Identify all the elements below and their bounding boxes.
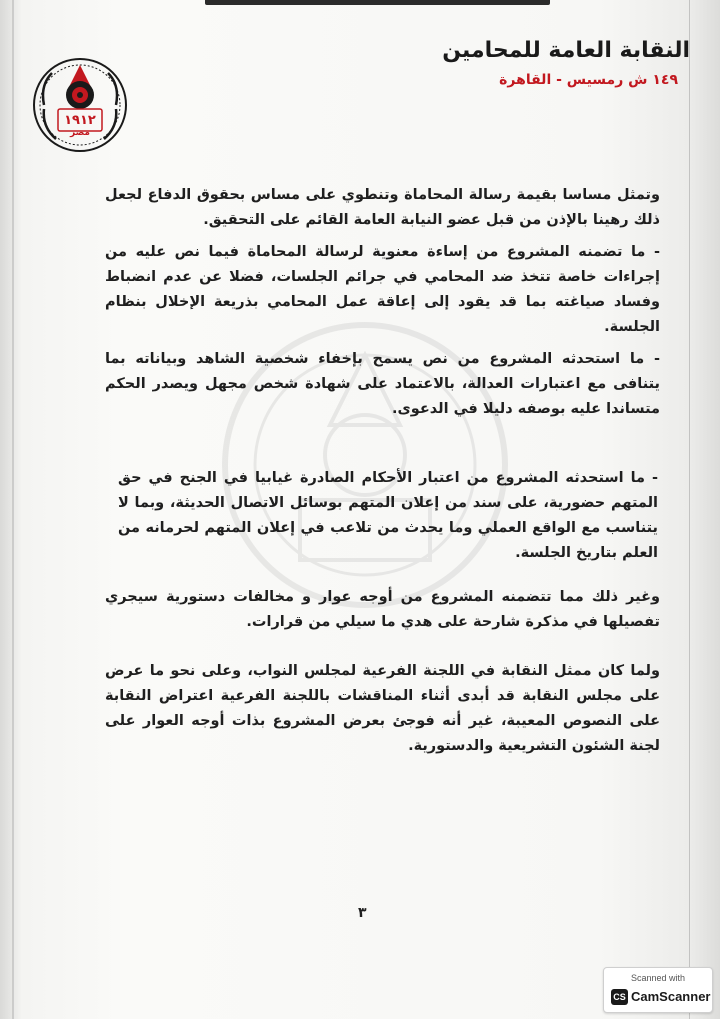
scanner-caption: Scanned with: [630, 973, 686, 983]
org-address: ١٤٩ ش رمسيس - القاهرة: [499, 72, 678, 88]
paragraph-defense-rights: وتمثل مساسا بقيمة رسالة المحاماة وتنطوي على مساس بحقوق الدفاع لجعل ذلك رهينا بالإذن من قبل عضو النيابة العامة القائم على التحقيق.: [105, 187, 660, 228]
page-number: ٣: [358, 905, 367, 921]
logo-year: ١٩١٢: [64, 113, 96, 128]
org-name: النقابة العامة للمحامين: [442, 38, 690, 63]
syndicate-logo: [30, 55, 130, 155]
camscanner-badge: [603, 967, 713, 1013]
syndicate-seal-icon: [30, 55, 130, 155]
logo-country: مصر: [69, 128, 91, 138]
paragraph-absentia-judgments: - ما استحدثه المشروع من اعتبار الأحكام الصادرة غيابيا في الجنح في حق المتهم حضورية، على سند من إعلان المتهم بوسائل الاتصال الحديثة، وبما لا يتناسب مع الواقع العملي وما يحدث من تلاعب في إعلان المتهم لحرمانه من العلم بتاريخ الجلسة.: [118, 470, 658, 561]
paragraph-parliament-committee: ولما كان ممثل النقابة في اللجنة الفرعية لمجلس النواب، وعلى نحو ما عرض على مجلس النقابة قد أبدى أثناء المناقشات باللجنة الفرعية اعتراض النقابة على النصوص المعيبة، غير أنه فوجئ بعرض المشروع بذات أوجه العوار على لجنة الشئون التشريعية والدستورية.: [105, 663, 660, 754]
paragraph-session-crimes: - ما تضمنه المشروع من إساءة معنوية لرسالة المحاماة فيما نص عليه من إجراءات خاصة تتخذ ضد المحامي في جرائم الجلسات، فضلا عن عدم انضباط وفساد صياغته بما قد يقود إلى إعاقة عمل المحامي بذريعة الإخلال بنظام الجلسة.: [105, 244, 660, 335]
scanner-name: CamScanner: [631, 989, 711, 1004]
scan-edge-mark: [205, 0, 550, 5]
paragraph-constitutional-defects: وغير ذلك مما تتضمنه المشروع من أوجه عوار و مخالفات دستورية سيجري تفصيلها في مذكرة شارحة على هدي ما سيلي من قرارات.: [105, 589, 660, 630]
camscanner-logo-icon: CS: [611, 989, 628, 1005]
paragraph-witness-identity: - ما استحدثه المشروع من نص يسمح بإخفاء شخصية الشاهد وبياناته بما يتنافى مع اعتبارات العدالة، بالاعتماد على شهادة شخص مجهل ويصدر الحكم متساندا عليه بوصفه دليلا في الدعوى.: [105, 351, 660, 417]
